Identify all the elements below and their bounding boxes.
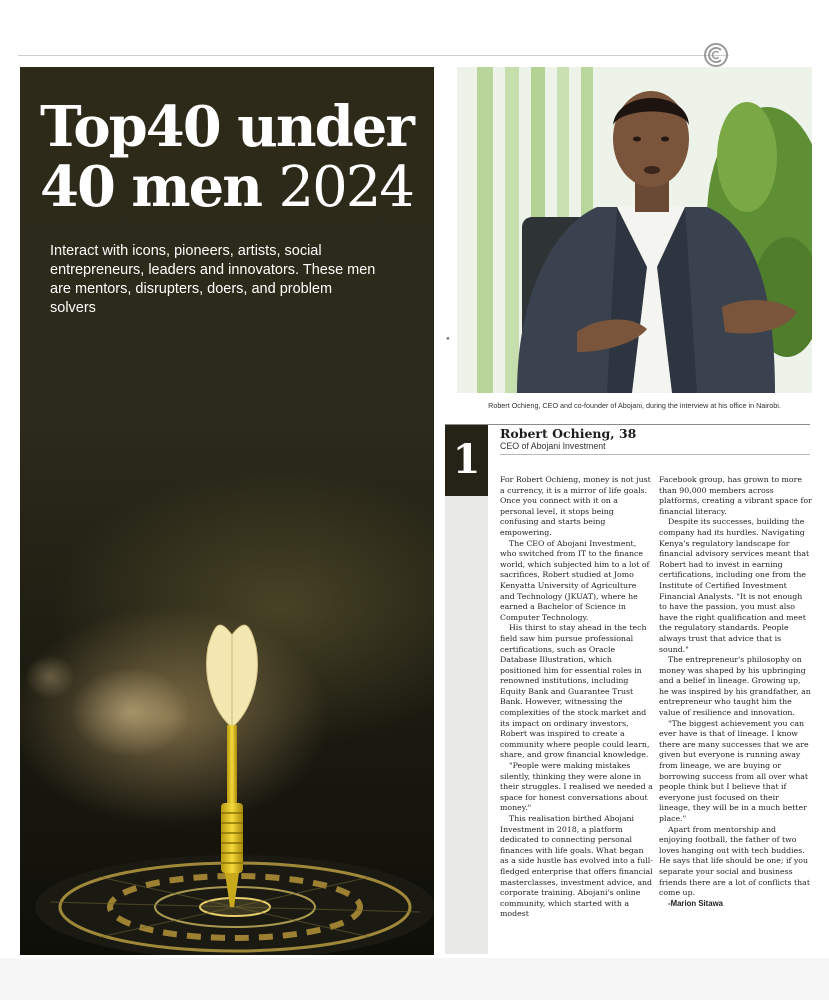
rank-number: 1 <box>445 424 488 496</box>
paragraph: His thirst to stay ahead in the tech field saw him pursue professional certifications, such as Oracle Database Illustration, which positioned him for essential roles in renowned institutions, including Equity Bank and Guarantee Trust Bank. However, witnessing the complexities of the stock market and its impact on ordinary investors, Robert was inspired to create a community where people could learn, share, and grow financial knowledge. <box>500 623 650 760</box>
profile-top-rule <box>445 424 810 425</box>
paragraph: "The biggest achievement you can ever have is that of lineage. I know there are many successes that we are given but everyone is running away from lineage, we are buying or borrowing success from all over what people think but I believe that if everyone just focused on their lineage, they will be in a much better place." <box>659 718 809 823</box>
paragraph: "People were making mistakes silently, thinking they were alone in their struggles. I realised we needed a space for honest conversations about money." <box>500 761 653 813</box>
paragraph: The entrepreneur's philosophy on money was shaped by his upbringing and a belief in lineage. Growing up, he was inspired by his grandfather, an entrepreneur who taught him the value of resilience and innovation. <box>659 655 811 718</box>
hero-title-line-2 <box>40 154 414 220</box>
hero-title <box>40 94 414 220</box>
photo-credit: ■ <box>445 335 451 341</box>
hero-title-year: 2024 <box>278 155 414 220</box>
bokeh-light <box>25 655 75 699</box>
paragraph: Apart from mentorship and enjoying football, the father of two loves hanging out with tech buddies. He says that life should be one; if you separate your social and business friends there are a lot of conflicts that come up. <box>659 824 810 898</box>
publication-logo-icon <box>703 42 729 68</box>
header-rule <box>18 55 729 56</box>
paragraph: The CEO of Abojani Investment, who switched from IT to the finance world, which subjected him to a lot of sacrifices, Robert studied at Jomo Kenyatta University of Agriculture and Technology (JKUAT), where he earned a Bachelor of Science in Computer Technology. <box>500 538 650 622</box>
profile-name: Robert Ochieng, 38 <box>500 426 637 441</box>
bokeh-light <box>70 667 190 757</box>
hero-title-bold: 40 men <box>40 154 262 220</box>
hero-panel <box>20 67 434 955</box>
page-footer-shade <box>0 958 829 1000</box>
dart-illustration <box>20 607 434 955</box>
profile-role: CEO of Abojani Investment <box>500 441 606 451</box>
paragraph: For Robert Ochieng, money is not just a currency, it is a mirror of life goals. Once you connect with it on a personal level, it stops being confusing and starts being empowering. <box>500 475 651 537</box>
hero-title-line-1: Top40 under <box>40 94 413 160</box>
profile-rule <box>500 454 810 455</box>
article-column-2 <box>659 475 812 909</box>
byline: -Marion Sitawa <box>668 898 724 908</box>
paragraph: Despite its successes, building the company had its hurdles. Navigating Kenya's regulatory landscape for financial advisory services meant that Robert had to invest in earning certifications, including one from the Institute of Certified Investment Financial Analysts. "It is not enough to have the passion, you must also have the right qualification and meet the regulatory standards. People always trust that advice that is sound." <box>659 517 810 654</box>
portrait-photo <box>457 67 812 393</box>
paragraph: Facebook group, has grown to more than 90,000 members across platforms, creating a vibrant space for financial literacy. <box>659 475 812 516</box>
rank-strip <box>445 424 488 954</box>
paragraph: This realisation birthed Abojani Investment in 2018, a platform dedicated to connecting personal finances with life goals. What began as a side hustle has evolved into a full-fledged enterprise that offers financial masterclasses, investment advice, and corporate training. Abojani's online community, which started with a modest <box>500 814 653 919</box>
hero-intro: Interact with icons, pioneers, artists, social entrepreneurs, leaders and innovators. These men are mentors, disrupters, doers, and problem solvers <box>50 243 376 316</box>
photo-caption: Robert Ochieng, CEO and co-founder of Abojani, during the interview at his office in Nairobi. <box>488 401 781 410</box>
article-column-1 <box>500 475 653 920</box>
